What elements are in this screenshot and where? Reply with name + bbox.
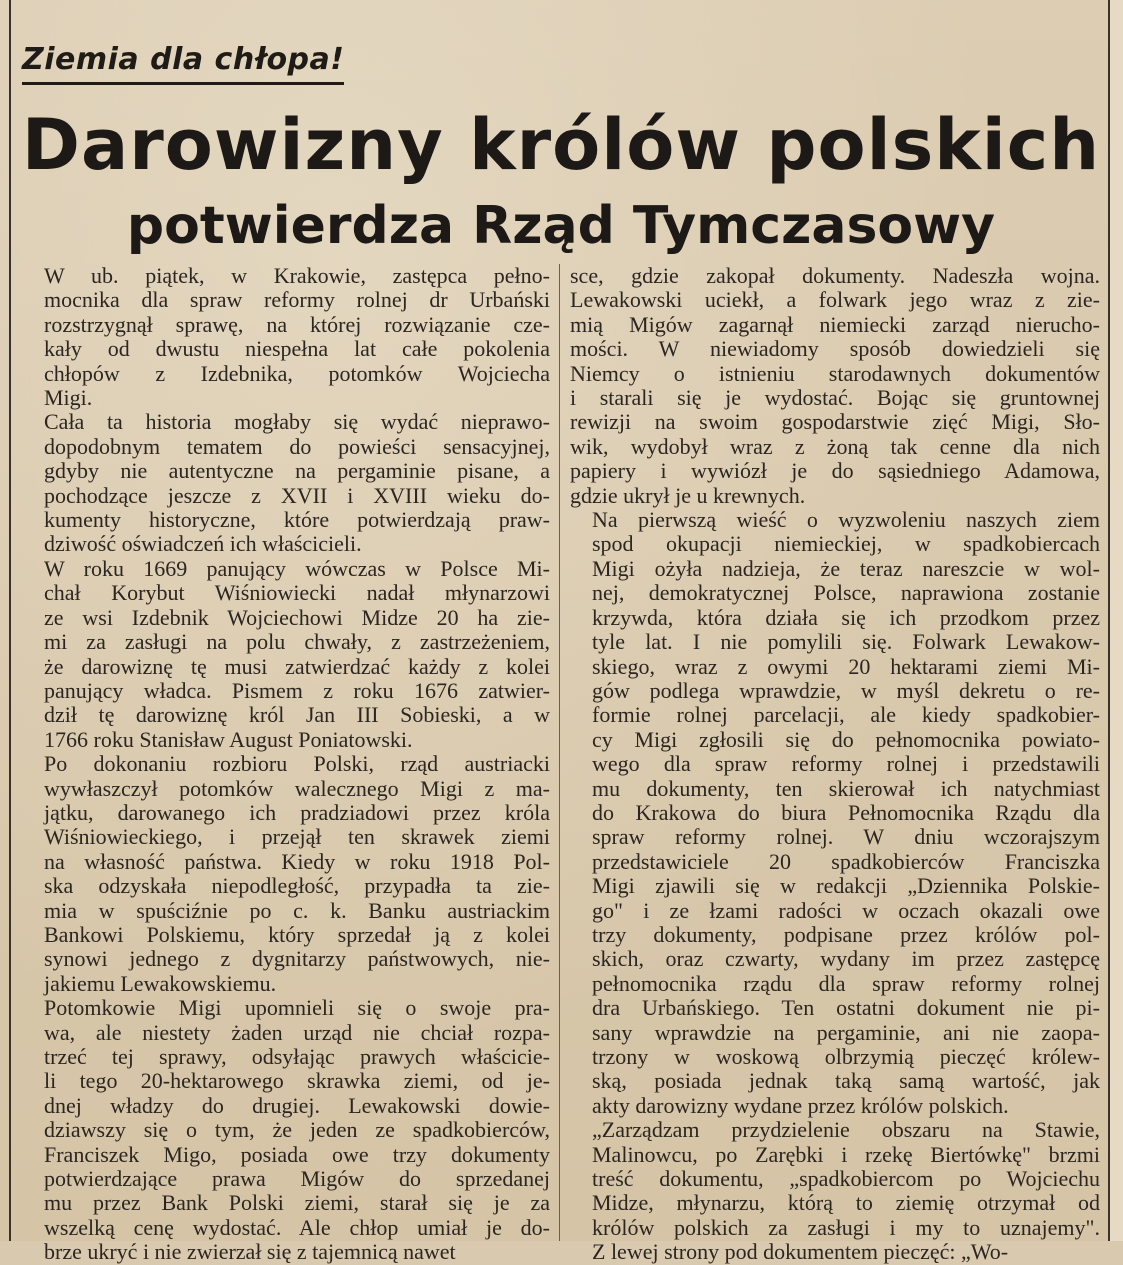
text-line: wa, ale niestety żaden urząd nie chciał rozpa- [44,1019,550,1045]
text-line: mu przez Bank Polski ziemi, starał się je za [44,1190,550,1216]
text-line: Malinowcu, po Zarębki i rzekę Biertówkę" brzmi [592,1141,1100,1167]
text-line: że darowiznę tę musi zatwierdzać każdy z kolei [44,653,550,679]
article-paragraph [570,264,1100,508]
text-line: dziwość oświadczeń ich właścicieli. [44,531,362,557]
text-line: kały od dwustu niespełna lat całe pokolenia [44,336,550,362]
text-line: 1766 roku Stanisław August Poniatowski. [44,726,413,752]
article-paragraph [22,264,550,410]
text-line: dnej władzy do drugiej. Lewakowski dowie- [44,1092,550,1118]
text-line: gdzie ukrył je u krewnych. [570,482,806,508]
text-line: dopodobnym tematem do powieści sensacyjnej, [44,433,550,459]
text-line: na własność państwa. Kiedy w roku 1918 Pol- [44,848,550,874]
article-paragraph [570,508,1100,1118]
text-line: przedstawiciele 20 spadkobierców Franciszka [592,848,1100,874]
headline-line-2: potwierdza Rząd Tymczasowy [126,196,996,256]
paper-edge [1110,0,1123,1241]
text-line: synowi jednego z dygnitarzy państwowych, nie- [44,946,550,972]
text-line: li tego 20-hektarowego skrawka ziemi, od je- [44,1068,550,1094]
text-line: trzony w woskową olbrzymią pieczęć królew- [592,1044,1100,1069]
text-line: formie rolnej parcelacji, ale kiedy spadkobier- [592,702,1100,728]
text-line: dził tę darowiznę król Jan III Sobieski, a w [44,702,550,728]
text-line: akty darowizny wydane przez królów polskich. [592,1092,1009,1118]
text-line: sany wprawdzie na pergaminie, ani nie zaopa- [592,1019,1100,1045]
text-line: kumenty historyczne, które potwierdzają praw- [44,507,550,533]
text-line: dra Urbańskiego. Ten ostatni dokument nie pi- [592,995,1100,1021]
kicker-heading: Ziemia dla chłopa! [22,40,344,85]
article-paragraph [22,410,550,556]
text-line: skiego, wraz z owymi 20 hektarami ziemi Mi- [592,653,1100,679]
text-line: Potomkowie Migi upomnieli się o swoje pra- [44,995,550,1021]
text-line: Cała ta historia mogłaby się wydać nieprawo- [44,409,550,435]
left-margin-rule [9,0,11,1241]
text-line: Z lewej strony pod dokumentem pieczęć: „Wo- [592,1239,1009,1265]
headline-line-1: Darowizny królów polskich [21,104,1101,186]
text-line: Lewakowski uciekł, a folwark jego wraz z zie- [570,287,1100,313]
text-line: sce, gdzie zakopał dokumenty. Nadeszła wojna. [570,263,1100,288]
text-line: wego dla spraw reformy rolnej i przedstawili [592,751,1100,777]
text-line: ze wsi Izdebnik Wojciechowi Midze 20 ha zie- [44,604,550,630]
text-line: do Krakowa do biura Pełnomocnika Rządu dla [592,799,1100,825]
text-line: Na pierwszą wieść o wyzwoleniu naszych ziem [592,507,1100,533]
article-paragraph [22,752,550,996]
text-line: Bankowi Polskiemu, który sprzedał ją z kolei [44,921,550,947]
text-line: trzeć tej sprawy, odsyłając prawych właścicie- [44,1044,550,1069]
text-line: dziawszy się o tym, że jeden ze spadkobierców, [44,1117,550,1143]
article-paragraph [570,1118,1100,1264]
text-line: pochodzące jeszcze z XVII i XVIII wieku do- [44,482,550,508]
text-line: Franciszek Migo, posiada owe trzy dokumenty [44,1141,550,1167]
text-line: pełnomocnika rządu dla spraw reformy rolnej [592,970,1100,996]
text-line: nej, demokratycznej Polsce, naprawiona zostanie [592,580,1100,606]
text-line: gdyby nie autentyczne na pergaminie pisane, a [44,458,550,484]
column-divider [559,264,560,1241]
text-line: Migi. [44,385,93,411]
text-line: spraw reformy rolnej. W dniu wczorajszym [592,824,1100,850]
text-line: ską, posiada jednak taką samą wartość, jak [592,1068,1100,1094]
text-line: tyle lat. I nie pomylili się. Folwark Lewakow- [592,629,1100,655]
text-line: królów polskich za zasługi i my to uznajemy". [592,1214,1100,1240]
text-line: ska odzyskała niepodległość, przypadła ta zie- [44,873,550,899]
article-paragraph [22,557,550,752]
article-paragraph [22,996,550,1264]
text-line: treść dokumentu, „spadkobiercom po Wojciechu [592,1166,1100,1192]
text-line: jątku, darowanego ich pradziadowi przez króla [44,799,550,825]
text-line: rewizji na swoim gospodarstwie zięć Migi, Sło- [570,409,1100,435]
text-line: gów podlega wprawdzie, w myśl dekretu o re- [592,677,1100,703]
text-line: Migi zjawili się w redakcji „Dziennika Polskie- [592,873,1100,899]
text-line: i starali się je wydostać. Bojąc się gruntownej [570,385,1100,411]
text-line: wszelką cenę wydostać. Ale chłop umiał je do- [44,1214,550,1240]
text-line: go" i ze łzami radości w oczach okazali owe [592,897,1100,923]
text-line: Migi ożyła nadzieja, że teraz nareszcie w wol- [592,555,1100,581]
text-line: wik, wydobył wraz z żoną tak cenne dla nich [570,433,1100,459]
text-line: brze ukryć i nie zwierzał się z tajemnicą nawet [44,1239,456,1265]
article-column-left [22,264,550,1265]
text-line: skich, oraz czwarty, wydany im przez zastępcę [592,946,1100,972]
text-line: mości. W niewiadomy sposób dowiedzieli się [570,336,1100,362]
text-line: Po dokonaniu rozbioru Polski, rząd austriacki [44,751,550,777]
text-line: mu dokumenty, ten skierował ich natychmiast [592,775,1100,801]
article-column-right [570,264,1100,1265]
text-line: chłopów z Izdebnika, potomków Wojciecha [44,360,550,386]
text-line: mią Migów zagarnął niemiecki zarząd nierucho- [570,311,1100,337]
text-line: mocnika dla spraw reformy rolnej dr Urbański [44,287,550,313]
text-line: chał Korybut Wiśniowiecki nadał młynarzowi [44,580,550,606]
text-line: W roku 1669 panujący wówczas w Polsce Mi- [44,555,550,581]
text-line: Wiśniowieckiego, i przejął ten skrawek ziemi [44,824,550,850]
text-line: spod okupacji niemieckiej, w spadkobiercach [592,531,1100,557]
text-line: rozstrzygnął sprawę, na której rozwiązanie cze- [44,311,550,337]
text-line: potwierdzające prawa Migów do sprzedanej [44,1166,550,1192]
text-line: mi za zasługi na polu chwały, z zastrzeżeniem, [44,629,550,655]
text-line: jakiemu Lewakowskiemu. [44,970,277,996]
text-line: „Zarządzam przydzielenie obszaru na Stawie, [592,1117,1100,1143]
text-line: panujący władca. Pismem z roku 1676 zatwier- [44,677,550,703]
text-line: papiery i wywiózł je do sąsiedniego Adamowa, [570,458,1100,484]
text-line: Midze, młynarzu, którą to ziemię otrzymał od [592,1190,1100,1216]
text-line: cy Migi zgłosili się do pełnomocnika powiato- [592,726,1100,752]
text-line: Niemcy o istnieniu starodawnych dokumentów [570,360,1100,386]
text-line: W ub. piątek, w Krakowie, zastępca pełno- [44,263,550,288]
text-line: krzywda, która działa się ich przodkom przez [592,604,1100,630]
text-line: wywłaszczył potomków walecznego Migi z ma- [44,775,550,801]
text-line: mia w spuściźnie po c. k. Banku austriackim [44,897,550,923]
text-line: trzy dokumenty, podpisane przez królów pol- [592,921,1100,947]
